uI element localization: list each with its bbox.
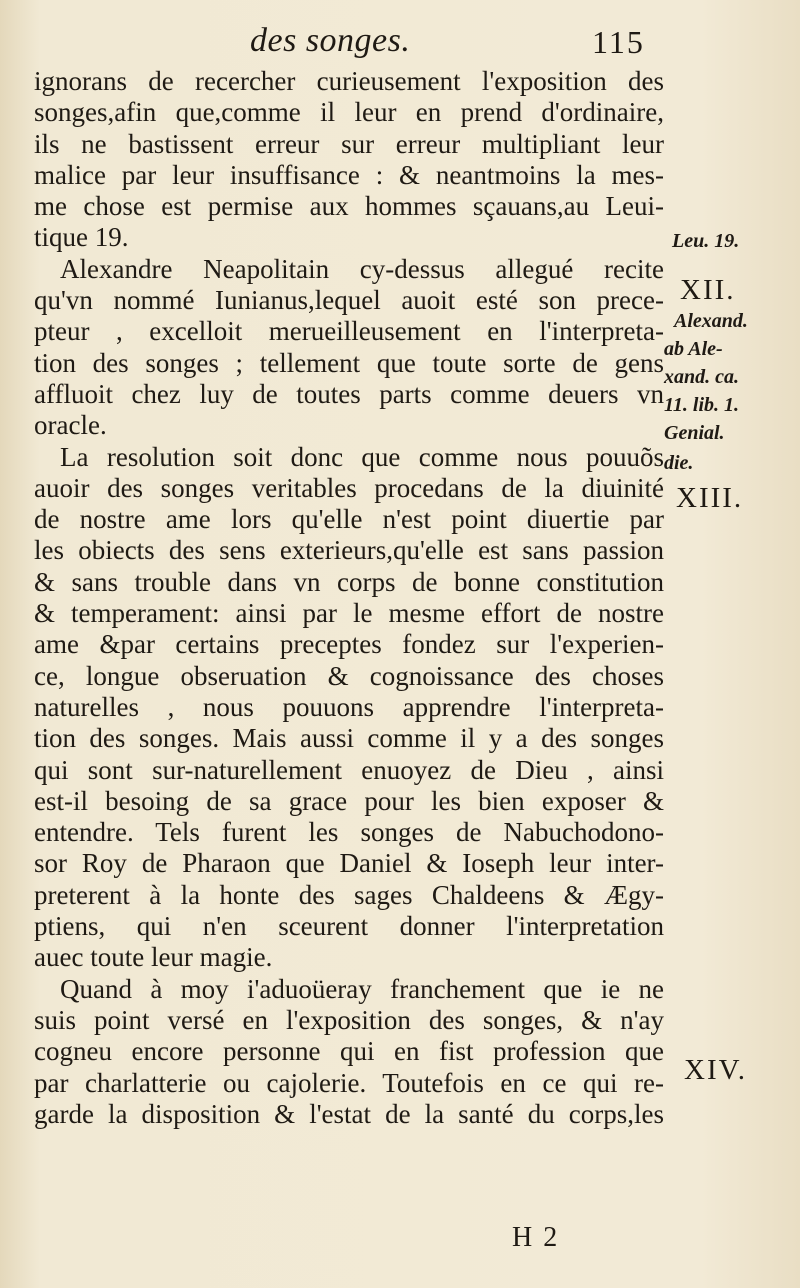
text-line: sor Roy de Pharaon que Daniel & Ioseph leur inter-: [34, 848, 664, 879]
page-number: 115: [592, 24, 645, 60]
text-line: & sans trouble dans vn corps de bonne constitution: [34, 566, 664, 597]
margin-ref-alexander: xand. ca.: [664, 366, 739, 388]
margin-ref-leviticus: Leu. 19.: [672, 230, 740, 252]
margin-notes: [664, 0, 800, 1288]
margin-ref-alexander: Genial.: [664, 422, 725, 444]
signature-mark: H 2: [512, 1222, 560, 1253]
text-line: qu'vn nommé Iunianus,lequel auoit esté son prece-: [34, 285, 664, 316]
text-line: songes,afin que,comme il leur en prend d'ordinaire,: [34, 97, 664, 128]
text-line: ce, longue obseruation & cognoissance des choses: [34, 660, 664, 691]
text-line: affluoit chez luy de toutes parts comme deuers vn: [34, 378, 664, 409]
text-line: auoir des songes veritables procedans de la diuinité: [34, 472, 664, 503]
section-number-13: XIII.: [676, 482, 744, 514]
text-line: ame &par certains preceptes fondez sur l'experien-: [34, 629, 664, 660]
text-line: garde la disposition & l'estat de la santé du corps,les: [34, 1098, 664, 1129]
text-line: pteur , excelloit merueilleusement en l'interpreta-: [34, 316, 664, 347]
margin-ref-alexander: Alexand.: [674, 310, 748, 332]
margin-ref-alexander: ab Ale-: [664, 338, 723, 360]
text-line: entendre. Tels furent les songes de Nabuchodono-: [34, 817, 664, 848]
text-line: auec toute leur magie.: [34, 942, 273, 973]
text-line: cogneu encore personne qui en fist profession que: [34, 1036, 664, 1067]
text-line: tion des songes ; tellement que toute sorte de gens: [34, 347, 664, 378]
text-line: preterent à la honte des sages Chaldeens & Ægy-: [34, 879, 664, 910]
text-line: naturelles , nous pouuons apprendre l'interpreta-: [34, 691, 664, 722]
running-title: des songes.: [250, 22, 411, 59]
text-line: tion des songes. Mais aussi comme il y a des songes: [34, 723, 664, 754]
text-line: Alexandre Neapolitain cy-dessus allegué recite: [60, 253, 664, 284]
section-number-12: XII.: [680, 274, 736, 306]
text-line: qui sont sur-naturellement enuoyez de Dieu , ainsi: [34, 754, 664, 785]
margin-ref-alexander: die.: [664, 452, 694, 474]
body-text: [34, 66, 664, 1130]
text-line: est-il besoing de sa grace pour les bien exposer &: [34, 785, 664, 816]
text-line: La resolution soit donc que comme nous pouuõs: [60, 441, 664, 472]
text-line: de nostre ame lors qu'elle n'est point diuertie par: [34, 504, 664, 535]
text-line: suis point versé en l'exposition des songes, & n'ay: [34, 1004, 664, 1035]
text-line: & temperament: ainsi par le mesme effort de nostre: [34, 598, 664, 629]
text-line: les obiects des sens exterieurs,qu'elle est sans passion: [34, 535, 664, 566]
section-number-14: XIV.: [684, 1054, 748, 1086]
text-line: ptiens, qui n'en sceurent donner l'interpretation: [34, 911, 664, 942]
text-line: par charlatterie ou cajolerie. Toutefois en ce qui re-: [34, 1067, 664, 1098]
text-line: Quand à moy i'aduoüeray franchement que ie ne: [60, 973, 664, 1004]
margin-ref-alexander: 11. lib. 1.: [664, 394, 740, 416]
text-line: ils ne bastissent erreur sur erreur multipliant leur: [34, 128, 664, 159]
text-line: malice par leur insuffisance : & neantmoins la mes-: [34, 159, 664, 190]
text-line: me chose est permise aux hommes sçauans,au Leui-: [34, 191, 664, 222]
text-line: oracle.: [34, 410, 107, 441]
text-line: ignorans de recercher curieusement l'exposition des: [34, 66, 664, 96]
text-line: tique 19.: [34, 222, 129, 253]
